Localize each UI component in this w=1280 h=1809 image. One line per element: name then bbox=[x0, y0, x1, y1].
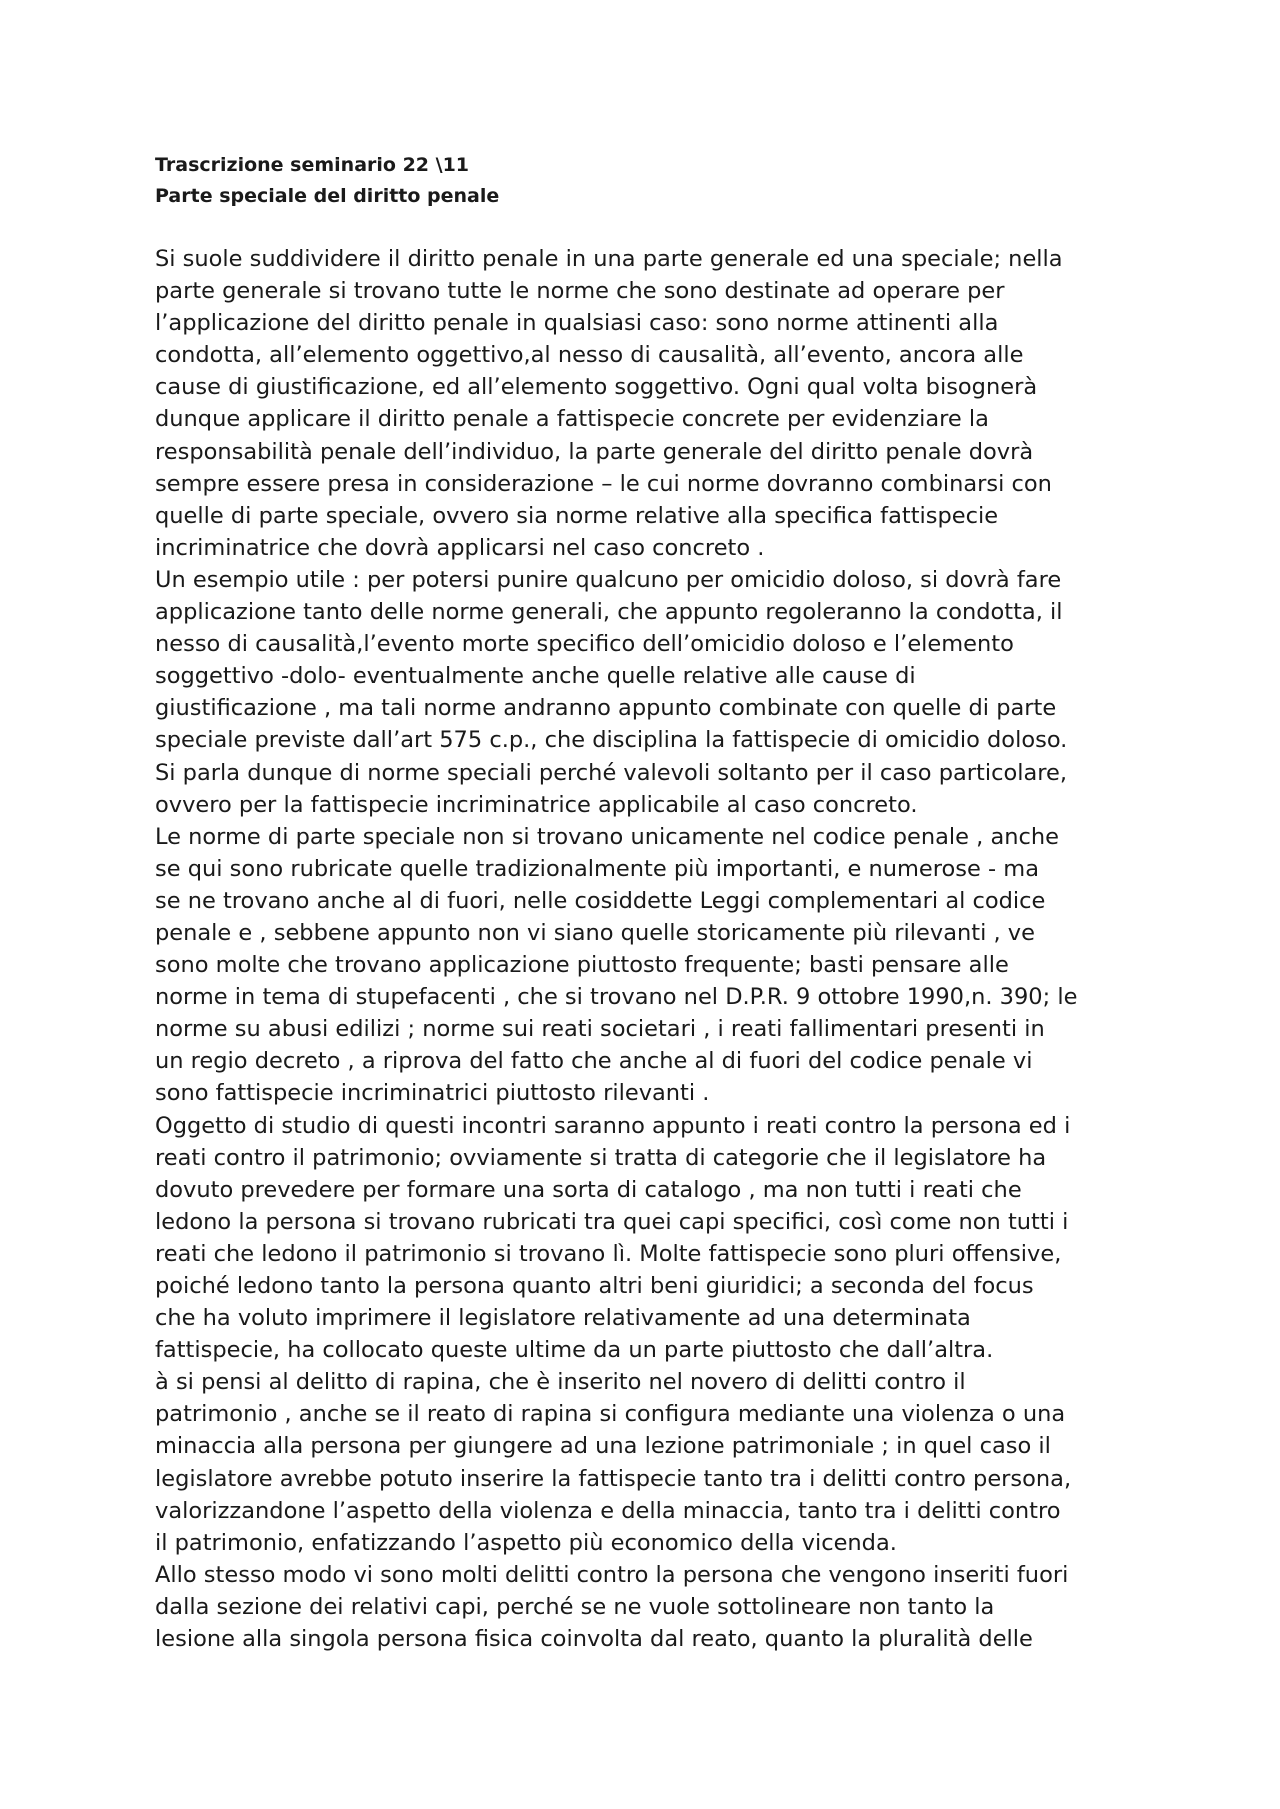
body-line: che ha voluto imprimere il legislatore relativamente ad una determinata bbox=[155, 1305, 971, 1332]
body-line: speciale previste dall’art 575 c.p., che disciplina la fattispecie di omicidio doloso. bbox=[155, 727, 1068, 754]
body-line: soggettivo -dolo- eventualmente anche quelle relative alle cause di bbox=[155, 663, 916, 690]
body-line: penale e , sebbene appunto non vi siano quelle storicamente più rilevanti , ve bbox=[155, 919, 1035, 946]
body-line: se qui sono rubricate quelle tradizionalmente più importanti, e numerose - ma bbox=[155, 855, 1039, 882]
body-line: Si parla dunque di norme speciali perché valevoli soltanto per il caso particolare, bbox=[155, 759, 1068, 786]
body-line: norme in tema di stupefacenti , che si trovano nel D.P.R. 9 ottobre 1990,n. 390; le bbox=[155, 984, 1078, 1011]
body-line: fattispecie, ha collocato queste ultime da un parte piuttosto che dall’altra. bbox=[155, 1337, 994, 1364]
body-line: reati contro il patrimonio; ovviamente si tratta di categorie che il legislatore ha bbox=[155, 1144, 1047, 1171]
body-line: Le norme di parte speciale non si trovano unicamente nel codice penale , anche bbox=[155, 823, 1059, 850]
body-line: poiché ledono tanto la persona quanto altri beni giuridici; a seconda del focus bbox=[155, 1273, 1034, 1299]
body-line: norme su abusi edilizi ; norme sui reati societari , i reati fallimentari presenti in bbox=[155, 1016, 1045, 1043]
body-line: dovuto prevedere per formare una sorta di catalogo , ma non tutti i reati che bbox=[155, 1176, 1022, 1203]
body-line: ledono la persona si trovano rubricati tra quei capi specifici, così come non tutti i bbox=[155, 1208, 1069, 1235]
document-title: Trascrizione seminario 22 \11 bbox=[155, 154, 470, 176]
body-line: Si suole suddividere il diritto penale in una parte generale ed una speciale; nella bbox=[155, 246, 1063, 272]
document-content bbox=[155, 150, 1155, 1655]
body-line: sempre essere presa in considerazione – le cui norme dovranno combinarsi con bbox=[155, 470, 1052, 497]
body-line: patrimonio , anche se il reato di rapina si configura mediante una violenza o una bbox=[155, 1401, 1066, 1428]
body-line: nesso di causalità,l’evento morte specifico dell’omicidio doloso e l’elemento bbox=[155, 631, 1014, 658]
body-line: il patrimonio, enfatizzando l’aspetto più economico della vicenda. bbox=[155, 1529, 897, 1556]
body-line: Un esempio utile : per potersi punire qualcuno per omicidio doloso, si dovrà fare bbox=[155, 566, 1062, 593]
body-line: lesione alla singola persona fisica coinvolta dal reato, quanto la pluralità delle bbox=[155, 1626, 1033, 1653]
body-line: se ne trovano anche al di fuori, nelle cosiddette Leggi complementari al codice bbox=[155, 887, 1046, 914]
body-line: dalla sezione dei relativi capi, perché se ne vuole sottolineare non tanto la bbox=[155, 1593, 995, 1620]
body-line: l’applicazione del diritto penale in qualsiasi caso: sono norme attinenti alla bbox=[155, 310, 999, 337]
body-line: ovvero per la fattispecie incriminatrice applicabile al caso concreto. bbox=[155, 791, 918, 818]
body-line: sono fattispecie incriminatrici piuttosto rilevanti . bbox=[155, 1080, 710, 1107]
body-line: parte generale si trovano tutte le norme che sono destinate ad operare per bbox=[155, 278, 1005, 305]
body-line: condotta, all’elemento oggettivo,al nesso di causalità, all’evento, ancora alle bbox=[155, 342, 1024, 369]
body-line: minaccia alla persona per giungere ad una lezione patrimoniale ; in quel caso il bbox=[155, 1433, 1051, 1460]
body-line: valorizzandone l’aspetto della violenza e della minaccia, tanto tra i delitti contro bbox=[155, 1497, 1061, 1524]
body-line: reati che ledono il patrimonio si trovano lì. Molte fattispecie sono pluri offensive, bbox=[155, 1240, 1062, 1267]
body-line: incriminatrice che dovrà applicarsi nel caso concreto . bbox=[155, 534, 765, 561]
title-spacer bbox=[155, 212, 1155, 243]
body-line: dunque applicare il diritto penale a fattispecie concrete per evidenziare la bbox=[155, 406, 989, 433]
body-line: cause di giustificazione, ed all’elemento soggettivo. Ogni qual volta bisognerà bbox=[155, 374, 1038, 401]
document-subtitle: Parte speciale del diritto penale bbox=[155, 185, 500, 207]
body-line: legislatore avrebbe potuto inserire la fattispecie tanto tra i delitti contro persona, bbox=[155, 1465, 1072, 1492]
body-line: responsabilità penale dell’individuo, la parte generale del diritto penale dovrà bbox=[155, 438, 1034, 465]
body-line: sono molte che trovano applicazione piuttosto frequente; basti pensare alle bbox=[155, 952, 1009, 979]
body-line: Oggetto di studio di questi incontri saranno appunto i reati contro la persona ed i bbox=[155, 1112, 1071, 1139]
body-line: quelle di parte speciale, ovvero sia norme relative alla specifica fattispecie bbox=[155, 502, 999, 529]
body-line: à si pensi al delitto di rapina, che è inserito nel novero di delitti contro il bbox=[155, 1369, 966, 1396]
body-line: giustificazione , ma tali norme andranno appunto combinate con quelle di parte bbox=[155, 695, 1057, 722]
body-line: applicazione tanto delle norme generali, che appunto regoleranno la condotta, il bbox=[155, 599, 1063, 626]
body-line: Allo stesso modo vi sono molti delitti contro la persona che vengono inseriti fuori bbox=[155, 1561, 1069, 1588]
body-line: un regio decreto , a riprova del fatto che anche al di fuori del codice penale vi bbox=[155, 1048, 1033, 1075]
